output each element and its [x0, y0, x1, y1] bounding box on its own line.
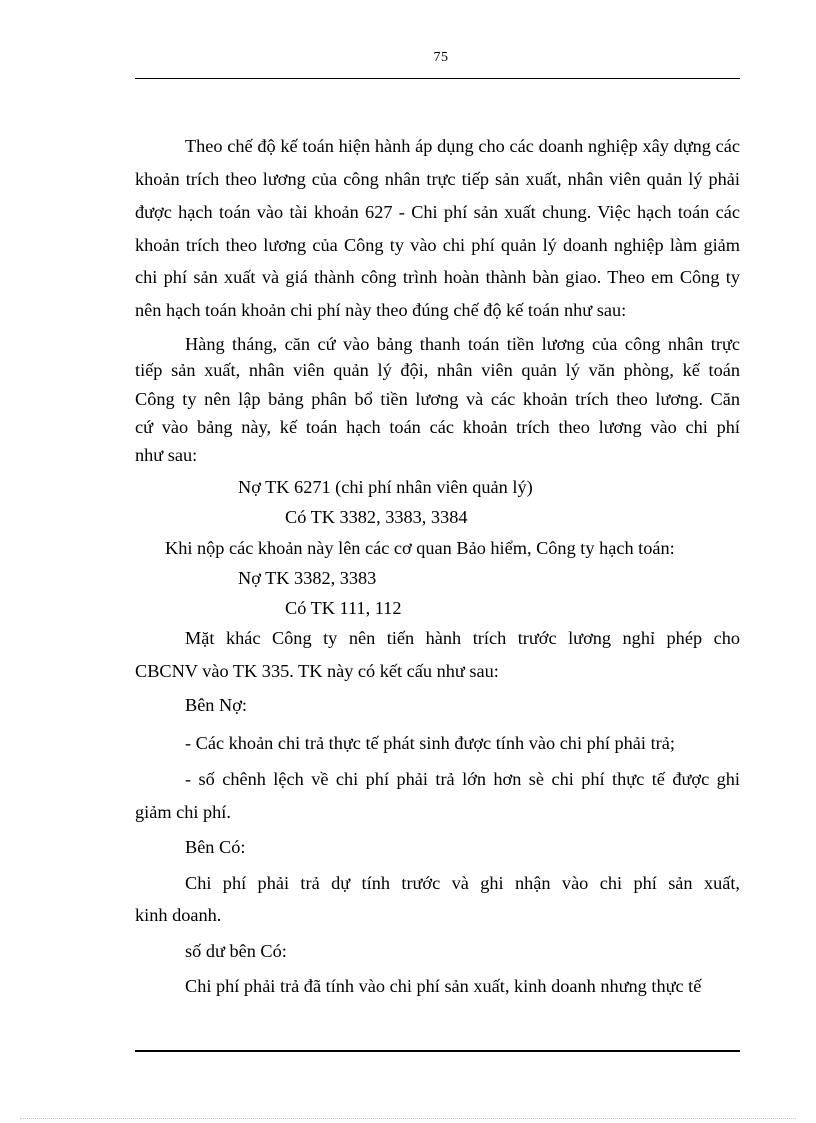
page-number: 75 [433, 50, 449, 65]
list-item-continuation: giảm chi phí. [135, 802, 231, 822]
paragraph-line: kinh doanh. [135, 905, 222, 925]
paragraph-line: Khi nộp các khoản này lên các cơ quan Bảo hiểm, Công ty hạch toán: [165, 538, 675, 558]
header-rule [135, 78, 740, 79]
section-heading: Bên Nợ: [185, 695, 247, 715]
list-item: - số chênh lệch về chi phí phải trả lớn hơn sè chi phí thực tế được ghi [185, 769, 740, 789]
paragraph-line: cứ vào bảng này, kế toán hạch toán các khoản trích theo lương vào chi phí [135, 417, 740, 437]
journal-credit-line: Có TK 3382, 3383, 3384 [285, 507, 468, 527]
section-heading: Bên Có: [185, 837, 246, 857]
paragraph-line: Mặt khác Công ty nên tiến hành trích trước lương nghỉ phép cho [185, 628, 740, 648]
paragraph-line: tiếp sản xuất, nhân viên quản lý đội, nhân viên quản lý văn phòng, kế toán [135, 360, 740, 380]
page-edge-dotted [20, 1118, 796, 1119]
paragraph-line: Hàng tháng, căn cứ vào bảng thanh toán tiền lương của công nhân trực [185, 334, 740, 354]
paragraph-line: nên hạch toán khoản chi phí này theo đúng chế độ kế toán như sau: [135, 300, 627, 320]
paragraph-line: như sau: [135, 445, 198, 465]
paragraph-line: Chi phí phải trả đã tính vào chi phí sản xuất, kinh doanh nhưng thực tế [185, 976, 702, 996]
list-item: - Các khoản chi trả thực tế phát sinh được tính vào chi phí phải trả; [185, 733, 675, 753]
paragraph-line: khoản trích theo lương của Công ty vào chi phí quản lý doanh nghiệp làm giảm [135, 235, 740, 255]
paragraph-line: chi phí sản xuất và giá thành công trình hoàn thành bàn giao. Theo em Công ty [135, 267, 740, 287]
paragraph-line: CBCNV vào TK 335. TK này có kết cấu như sau: [135, 661, 499, 681]
journal-debit-line: Nợ TK 3382, 3383 [238, 568, 377, 588]
journal-credit-line: Có TK 111, 112 [285, 598, 402, 618]
paragraph-line: Chi phí phải trả dự tính trước và ghi nhận vào chi phí sản xuất, [185, 873, 740, 893]
paragraph-line: khoản trích theo lương của công nhân trực tiếp sản xuất, nhân viên quản lý phải [135, 169, 740, 189]
paragraph-line: được hạch toán vào tài khoản 627 - Chi phí sản xuất chung. Việc hạch toán các [135, 202, 740, 222]
section-heading: số dư bên Có: [185, 941, 287, 961]
footer-rule [135, 1050, 740, 1052]
paragraph-line: Công ty nên lập bảng phân bổ tiền lương và các khoản trích theo lương. Căn [135, 389, 740, 409]
paragraph-line: Theo chế độ kế toán hiện hành áp dụng cho các doanh nghiệp xây dựng các [185, 136, 740, 156]
journal-debit-line: Nợ TK 6271 (chi phí nhân viên quản lý) [238, 477, 533, 497]
